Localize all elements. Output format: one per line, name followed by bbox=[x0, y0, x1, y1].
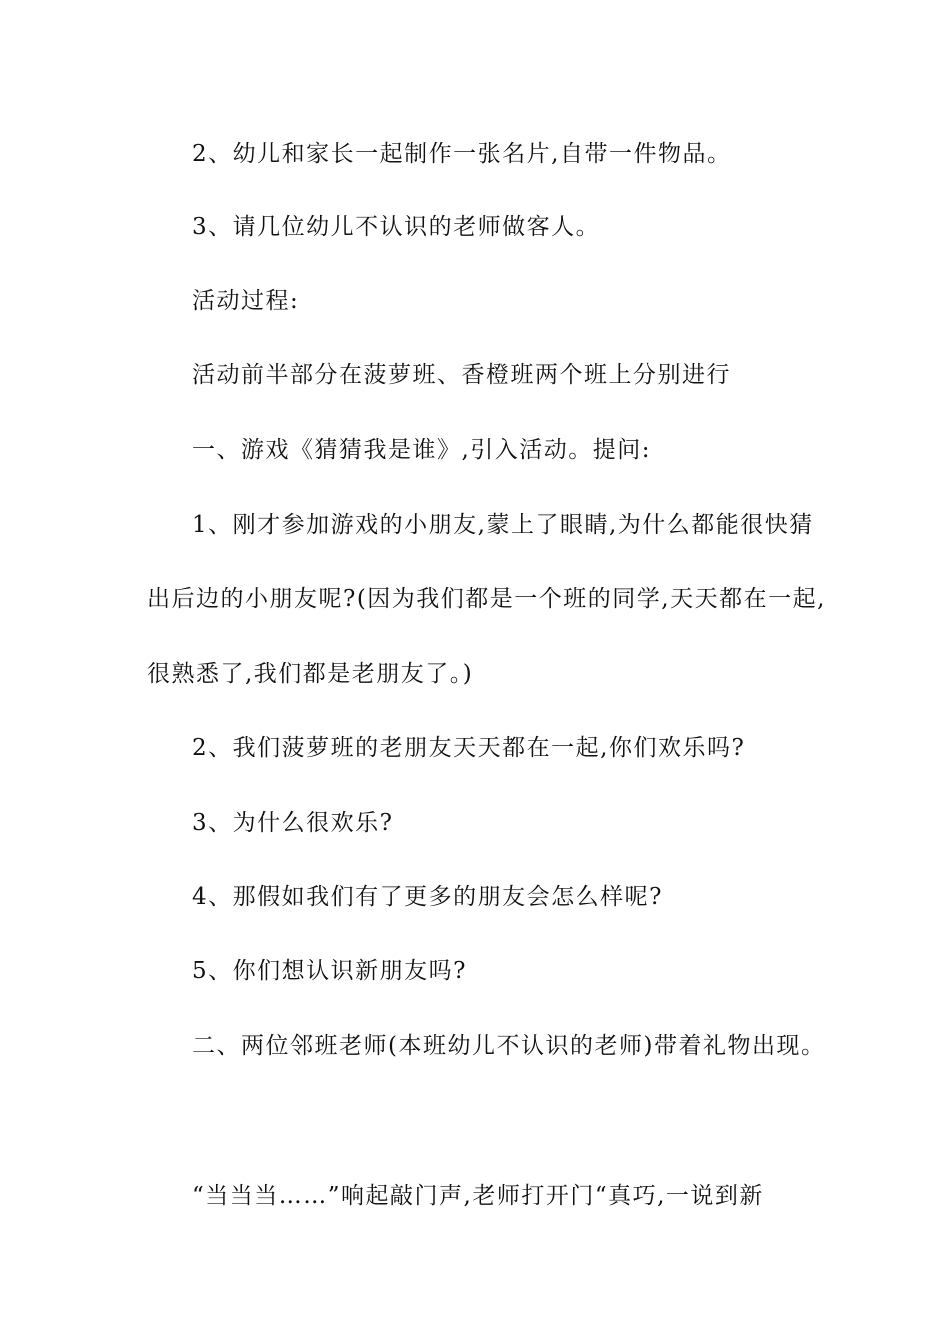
paragraph-intro: 活动前半部分在菠萝班、香橙班两个班上分别进行 bbox=[192, 362, 731, 388]
question-2: 2、我们菠萝班的老朋友天天都在一起,你们欢乐吗? bbox=[192, 735, 746, 761]
question-4: 4、那假如我们有了更多的朋友会怎么样呢? bbox=[192, 884, 663, 910]
question-5: 5、你们想认识新朋友吗? bbox=[192, 958, 467, 984]
paragraph-item-2: 2、幼儿和家长一起制作一张名片,自带一件物品。 bbox=[192, 141, 732, 167]
question-1-line-3: 很熟悉了,我们都是老朋友了。) bbox=[147, 661, 474, 687]
section-heading-process: 活动过程: bbox=[192, 288, 300, 314]
paragraph-knock: “当当当……”响起敲门声,老师打开门“真巧,一说到新 bbox=[192, 1183, 764, 1209]
paragraph-item-3: 3、请几位幼儿不认识的老师做客人。 bbox=[192, 214, 601, 240]
step-one-heading: 一、游戏《猜猜我是谁》,引入活动。提问: bbox=[192, 437, 652, 463]
question-3: 3、为什么很欢乐? bbox=[192, 810, 394, 836]
question-1-line-2: 出后边的小朋友呢?(因为我们都是一个班的同学,天天都在一起, bbox=[147, 586, 826, 612]
step-two-heading: 二、两位邻班老师(本班幼儿不认识的老师)带着礼物出现。 bbox=[192, 1033, 826, 1059]
question-1-line-1: 1、刚才参加游戏的小朋友,蒙上了眼睛,为什么都能很快猜 bbox=[192, 512, 814, 538]
